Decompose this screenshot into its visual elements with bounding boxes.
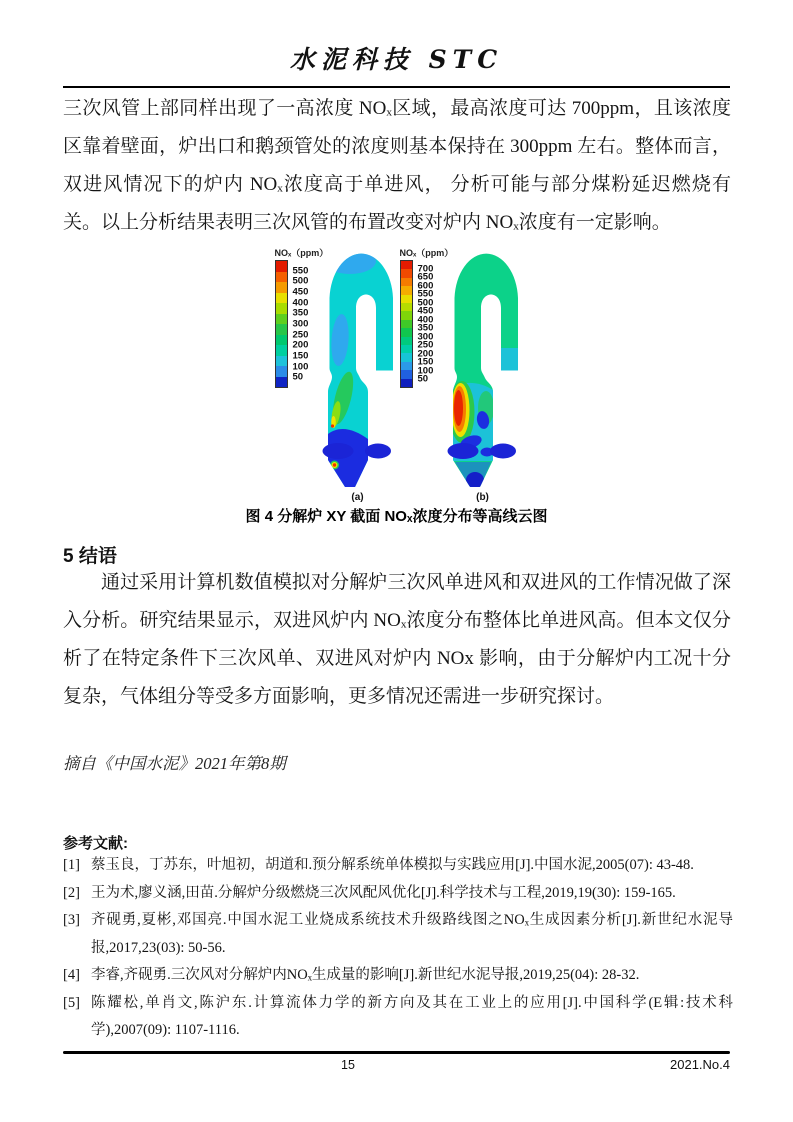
- journal-title: 水泥科技 STC: [289, 45, 504, 74]
- colorbar-tick-label: 50: [292, 371, 304, 383]
- reference-text: 齐砚勇,夏彬,邓国亮.中国水泥工业烧成系统技术升级路线图之NOₓ生成因素分析[J].新世纪水泥导报,2017,23(03): 50-56.: [91, 912, 733, 956]
- colorbar-tick-label: 300: [292, 318, 309, 330]
- contour-panel-b: [400, 246, 519, 503]
- colorbar-a: [274, 246, 329, 388]
- page-number: 15: [341, 1058, 355, 1072]
- furnace-contour-plot-a: [322, 246, 394, 491]
- reference-text: 李睿,齐砚勇.三次风对分解炉内NOₓ生成量的影响[J].新世纪水泥导报,2019,25(04): 28-32.: [91, 967, 640, 983]
- colorbar-segment: [276, 261, 287, 272]
- reference-marker: [1]: [63, 857, 80, 873]
- colorbar-segment: [401, 295, 412, 303]
- colorbar-tick-label: 500: [417, 297, 434, 309]
- colorbar-tick-label: 300: [417, 331, 434, 343]
- issue-number: 2021.No.4: [670, 1057, 730, 1072]
- reference-item: [63, 962, 733, 990]
- colorbar-segment: [276, 314, 287, 325]
- colorbar-tick-label: 50: [417, 373, 429, 385]
- furnace-contour-plot-b: [447, 246, 519, 491]
- colorbar-segment: [276, 345, 287, 356]
- colorbar-scale: [400, 260, 413, 388]
- colorbar-tick-label: 150: [292, 350, 309, 362]
- panel-label-a: (a): [351, 492, 364, 503]
- colorbar-segment: [276, 377, 287, 388]
- tertiary-air-lobe-right: [490, 444, 516, 459]
- colorbar-segment: [401, 269, 412, 277]
- colorbar-tick-label: 250: [292, 329, 309, 341]
- reference-marker: [5]: [63, 994, 80, 1011]
- tertiary-air-lobe-left: [447, 443, 478, 459]
- section-heading: 5 结语: [63, 546, 117, 567]
- colorbar-tick-label: 700: [417, 263, 434, 275]
- reference-marker: [4]: [63, 967, 80, 983]
- figure-4: [0, 246, 793, 503]
- source-note: 摘自《中国水泥》2021年第8期: [63, 754, 286, 773]
- colorbar-tick-label: 650: [417, 271, 434, 283]
- colorbar-segment: [276, 324, 287, 335]
- panel-label-b: (b): [476, 492, 489, 503]
- colorbar-segment: [276, 335, 287, 346]
- colorbar-segment: [401, 337, 412, 345]
- colorbar-segment: [276, 303, 287, 314]
- colorbar-tick-label: 350: [417, 322, 434, 334]
- colorbar-tick-label: 250: [417, 339, 434, 351]
- colorbar-tick-label: 450: [417, 305, 434, 317]
- colorbar-tick-label: 400: [292, 297, 309, 309]
- colorbar-segment: [401, 278, 412, 286]
- colorbar-tick-label: 500: [292, 275, 309, 287]
- colorbar-segment: [401, 261, 412, 269]
- reference-item: [63, 880, 733, 908]
- header-rule: [63, 86, 730, 88]
- colorbar-segment: [276, 356, 287, 367]
- colorbar-segment: [276, 293, 287, 304]
- colorbar-tick-label: 450: [292, 286, 309, 298]
- reference-item: [63, 852, 733, 880]
- reference-marker: [3]: [63, 912, 80, 928]
- colorbar-segment: [401, 320, 412, 328]
- colorbar-tick-label: 400: [417, 314, 434, 326]
- tertiary-air-lobe-left: [322, 443, 353, 459]
- references-list: [63, 852, 733, 1045]
- colorbar-tick-label: 550: [417, 288, 434, 300]
- reference-text: 蔡玉良，丁苏东，叶旭初，胡道和.预分解系统单体模拟与实践应用[J].中国水泥,2005(07): 43-48.: [91, 857, 694, 873]
- colorbar-tick-label: 100: [292, 361, 309, 373]
- colorbar-tick-label: 350: [292, 307, 309, 319]
- figure-caption: 图 4 分解炉 XY 截面 NOₓ浓度分布等高线云图: [245, 508, 548, 525]
- colorbar-b: [399, 246, 454, 388]
- reference-item: [63, 990, 733, 1045]
- body-paragraph-2: 通过采用计算机数值模拟对分解炉三次风单进风和双进风的工作情况做了深入分析。研究结果显示，双进风炉内 NOₓ浓度分布整体比单进风高。但本文仅分析了在特定条件下三次风单、双进风对炉内 NOx 影响，由于分解炉内工况十分复杂，气体组分等受多方面影响，更多情况还需进一步研究探讨。: [63, 572, 731, 707]
- colorbar-segment: [401, 345, 412, 353]
- colorbar-segment: [401, 311, 412, 319]
- colorbar-segment: [401, 379, 412, 387]
- body-paragraph-1: 三次风管上部同样出现了一高浓度 NOₓ区域，最高浓度可达 700ppm，且该浓度区靠着壁面，炉出口和鹅颈管处的浓度则基本保持在 300ppm 左右。整体而言，双进风情况下的炉内 NOₓ浓度高于单进风， 分析可能与部分煤粉延迟燃烧有关。以上分析结果表明三次风管的布置改变对炉内 NOₓ浓度有一定影响。: [63, 98, 731, 233]
- colorbar-scale: [275, 260, 288, 388]
- reference-text: 陈耀松,单肖文,陈沪东.计算流体力学的新方向及其在工业上的应用[J].中国科学(E辑:技术科学),2007(09): 1107-1116.: [91, 994, 733, 1038]
- colorbar-segment: [401, 303, 412, 311]
- colorbar-segment: [401, 286, 412, 294]
- footer-rule: [63, 1051, 730, 1054]
- colorbar-segment: [276, 272, 287, 283]
- reference-item: [63, 907, 733, 962]
- colorbar-ticks: [288, 260, 318, 388]
- colorbar-segment: [276, 282, 287, 293]
- colorbar-tick-label: 550: [292, 265, 309, 277]
- colorbar-title: NOₓ（ppm）: [274, 248, 329, 258]
- tertiary-air-lobe-right: [365, 444, 391, 459]
- reference-text: 王为术,廖义涵,田苗.分解炉分级燃烧三次风配风优化[J].科学技术与工程,2019,19(30): 159-165.: [91, 884, 676, 901]
- colorbar-segment: [401, 353, 412, 361]
- colorbar-segment: [401, 370, 412, 378]
- colorbar-tick-label: 150: [417, 356, 434, 368]
- colorbar-title: NOₓ（ppm）: [399, 248, 454, 258]
- colorbar-segment: [276, 366, 287, 377]
- colorbar-segment: [401, 362, 412, 370]
- reference-marker: [2]: [63, 884, 80, 901]
- colorbar-tick-label: 100: [417, 365, 434, 377]
- colorbar-segment: [401, 328, 412, 336]
- colorbar-tick-label: 200: [292, 339, 309, 351]
- contour-panel-a: [275, 246, 394, 503]
- references-heading: 参考文献:: [63, 835, 128, 852]
- colorbar-tick-label: 200: [417, 348, 434, 360]
- colorbar-ticks: [413, 260, 443, 388]
- colorbar-tick-label: 600: [417, 280, 434, 292]
